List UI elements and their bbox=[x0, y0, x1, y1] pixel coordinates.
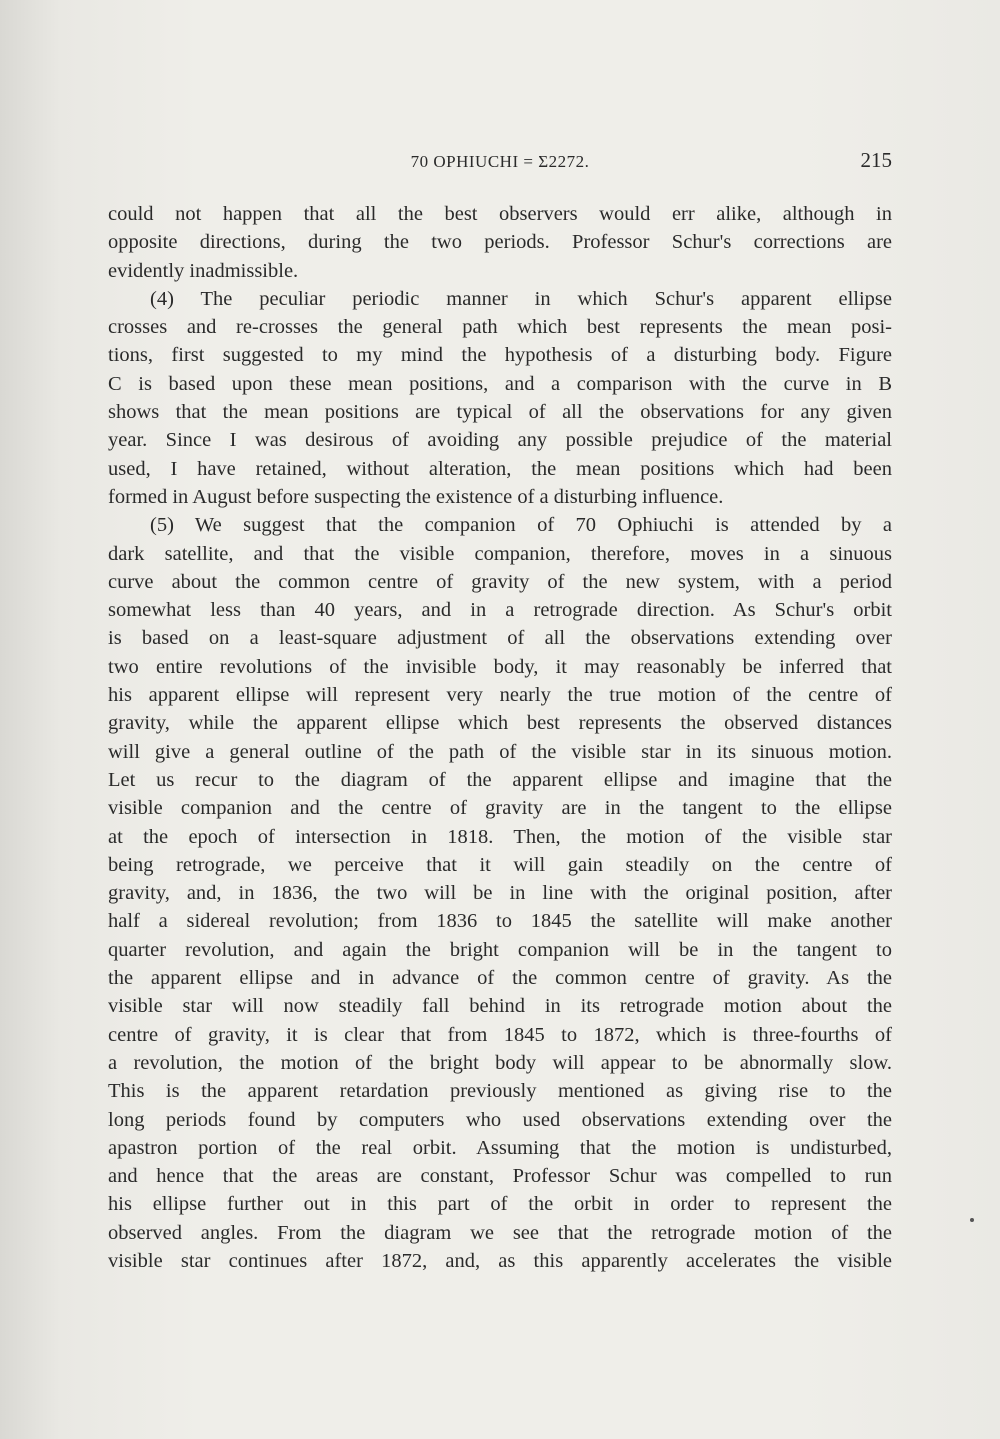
paragraph-2 bbox=[108, 285, 892, 511]
text-line: C is based upon these mean positions, and a comparison with the curve in B bbox=[108, 372, 892, 395]
text-line: being retrograde, we perceive that it will gain steadily on the centre of bbox=[108, 853, 892, 876]
text-line: formed in August before suspecting the existence of a disturbing influence. bbox=[108, 485, 724, 508]
text-line: the apparent ellipse and in advance of the common centre of gravity. As the bbox=[108, 967, 892, 990]
text-line: visible star will now steadily fall behind in its retrograde motion about the bbox=[108, 995, 892, 1018]
text-line: used, I have retained, without alteration, the mean positions which had been bbox=[108, 457, 892, 480]
text-line: a revolution, the motion of the bright body will appear to be abnormally slow. bbox=[108, 1051, 892, 1074]
text-line: tions, first suggested to my mind the hypothesis of a disturbing body. Figure bbox=[108, 344, 892, 367]
text-line: observed angles. From the diagram we see that the retrograde motion of the bbox=[108, 1221, 892, 1244]
text-line: half a sidereal revolution; from 1836 to 1845 the satellite will make another bbox=[108, 910, 892, 933]
text-line: Let us recur to the diagram of the apparent ellipse and imagine that the bbox=[108, 768, 892, 791]
text-line: visible star continues after 1872, and, as this apparently accelerates the visible bbox=[108, 1249, 892, 1272]
text-line: could not happen that all the best observers would err alike, although in bbox=[108, 203, 892, 225]
text-line: year. Since I was desirous of avoiding any possible prejudice of the material bbox=[108, 429, 892, 452]
text-line: curve about the common centre of gravity of the new system, with a period bbox=[108, 570, 892, 593]
body-text bbox=[108, 200, 892, 1275]
scan-speck bbox=[970, 1218, 974, 1222]
text-line: apastron portion of the real orbit. Assuming that the motion is undisturbed, bbox=[108, 1136, 892, 1159]
paragraph-1 bbox=[108, 200, 892, 285]
text-line: shows that the mean positions are typical of all the observations for any given bbox=[108, 401, 892, 424]
text-line: This is the apparent retardation previously mentioned as giving rise to the bbox=[108, 1080, 892, 1103]
text-line: two entire revolutions of the invisible body, it may reasonably be inferred that bbox=[108, 655, 892, 678]
text-line: somewhat less than 40 years, and in a retrograde direction. As Schur's orbit bbox=[108, 599, 892, 622]
text-line: will give a general outline of the path of the visible star in its sinuous motion. bbox=[108, 740, 892, 763]
text-line: long periods found by computers who used observations extending over the bbox=[108, 1108, 892, 1131]
text-line: (5) We suggest that the companion of 70 Ophiuchi is attended by a bbox=[150, 514, 892, 537]
text-line: his apparent ellipse will represent very nearly the true motion of the centre of bbox=[108, 684, 892, 707]
text-line: gravity, and, in 1836, the two will be in line with the original position, after bbox=[108, 882, 892, 905]
text-line: his ellipse further out in this part of the orbit in order to represent the bbox=[108, 1193, 892, 1216]
text-line: centre of gravity, it is clear that from 1845 to 1872, which is three-fourths of bbox=[108, 1023, 892, 1046]
paragraph-3 bbox=[108, 511, 892, 1275]
text-line: crosses and re-crosses the general path which best represents the mean posi- bbox=[108, 316, 892, 339]
page-header bbox=[108, 148, 892, 184]
text-line: visible companion and the centre of gravity are in the tangent to the ellipse bbox=[108, 797, 892, 820]
text-line: opposite directions, during the two periods. Professor Schur's corrections are bbox=[108, 231, 892, 254]
text-line: at the epoch of intersection in 1818. Then, the motion of the visible star bbox=[108, 825, 892, 848]
text-line: and hence that the areas are constant, Professor Schur was compelled to run bbox=[108, 1165, 892, 1188]
text-line: (4) The peculiar periodic manner in which Schur's apparent ellipse bbox=[150, 287, 892, 310]
page-number: 215 bbox=[860, 148, 892, 172]
text-line: dark satellite, and that the visible companion, therefore, moves in a sinuous bbox=[108, 542, 892, 565]
text-line: quarter revolution, and again the bright companion will be in the tangent to bbox=[108, 938, 892, 961]
text-line: evidently inadmissible. bbox=[108, 259, 299, 282]
text-line: is based on a least-square adjustment of all the observations extending over bbox=[108, 627, 892, 650]
text-line: gravity, while the apparent ellipse which best represents the observed distances bbox=[108, 712, 892, 735]
running-title: 70 OPHIUCHI = Σ2272. bbox=[410, 152, 590, 171]
